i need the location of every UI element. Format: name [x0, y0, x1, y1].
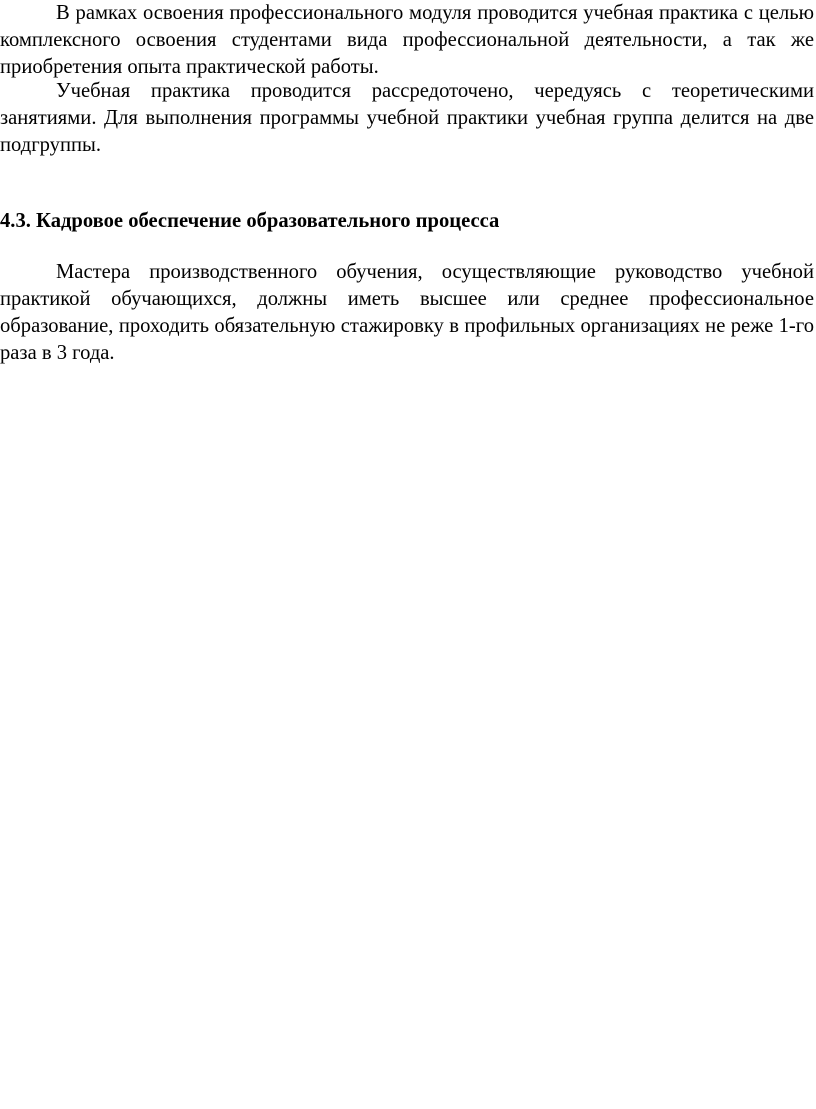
- paragraph-practice-purpose: В рамках освоения профессионального модуля проводится учебная практика с целью комплексного освоения студентами вида профессиональной деятельности, а так же приобретения опыта практической работы.: [0, 2, 814, 78]
- paragraph-staffing-requirements: Мастера производственного обучения, осуществляющие руководство учебной практикой обучающихся, должны иметь высшее или среднее профессиональное образование, проходить обязательную стажировку в профильных организациях не реже 1-го раза в 3 года.: [0, 261, 814, 364]
- section-heading: 4.3. Кадровое обеспечение образовательного процесса: [0, 210, 500, 232]
- paragraph-practice-organization: Учебная практика проводится рассредоточено, чередуясь с теоретическими занятиями. Для выполнения программы учебной практики учебная группа делится на две подгруппы.: [0, 80, 814, 156]
